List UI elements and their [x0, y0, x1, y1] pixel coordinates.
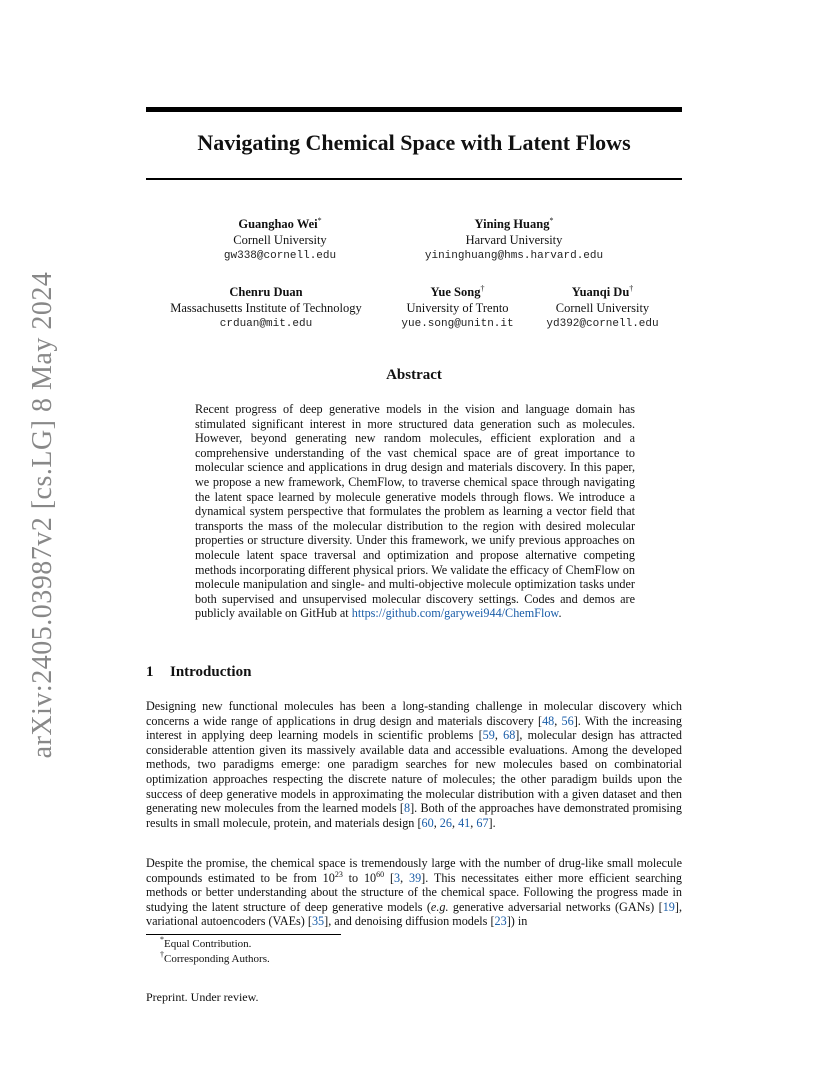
abstract-heading: Abstract	[386, 367, 442, 383]
footnote: †Corresponding Authors.	[160, 950, 270, 965]
author-email[interactable]: yd392@cornell.edu	[546, 318, 659, 330]
author-email[interactable]: yue.song@unitn.it	[401, 318, 514, 330]
citation-link[interactable]: 48	[542, 713, 555, 728]
author-affiliation: Massachusetts Institute of Technology	[170, 301, 362, 315]
citation-link[interactable]: 26	[439, 815, 452, 830]
author-affiliation: Cornell University	[233, 233, 327, 247]
citation-link[interactable]: 68	[503, 728, 516, 743]
citation-link[interactable]: 23	[494, 914, 507, 929]
author-mark: *	[317, 216, 322, 225]
author-name: Yue Song	[430, 285, 481, 299]
citation-link[interactable]: 59	[482, 728, 495, 743]
footnote-rule	[146, 934, 341, 935]
abstract-text: Recent progress of deep generative models in the vision and language domain has stimulated significant interest in more structured data generation such as molecules. However, beyond generating new random molecules, efficient exploration and a comprehensive understanding of the vast chemical space are of great importance to molecular science and applications in drug design and materials discovery. In this paper, we propose a new framework, ChemFlow, to traverse chemical space through navigating the latent space learned by molecule generative models through flows. We introduce a dynamical system perspective that formulates the problem as learning a vector field that transports the mass of the molecular distribution to the region with desired molecular properties or structure diversity. Under this framework, we unify previous approaches on molecule latent space traversal and optimization and propose alternative competing methods incorporating different physical priors. We validate the efficacy of ChemFlow on molecule manipulation and single- and multi-objective molecule optimization tasks under both supervised and unsupervised molecular discovery settings. Codes and demos are publicly available on GitHub at	[195, 402, 635, 621]
citation-link[interactable]: 8	[404, 801, 411, 816]
section-title: Introduction	[170, 664, 252, 680]
citation-link[interactable]: 60	[421, 815, 434, 830]
author-name: Guanghao Wei	[238, 217, 318, 231]
author-block	[535, 284, 670, 332]
github-link[interactable]: https://github.com/garywei944/ChemFlow	[351, 606, 559, 621]
author-block	[385, 284, 530, 332]
citation-link[interactable]: 3	[394, 870, 401, 885]
section-number: 1	[146, 664, 154, 680]
citation-link[interactable]: 67	[476, 815, 489, 830]
arxiv-side-label: arXiv:2405.03987v2 [cs.LG] 8 May 2024	[27, 271, 58, 759]
abstract-body: Recent progress of deep generative models in the vision and language domain has stimulated significant interest in more structured data generation such as molecules. However, beyond generating new random molecules, efficient exploration and a comprehensive understanding of the vast chemical space are of great importance to molecular science and applications in drug design and materials discovery. In this paper, we propose a new framework, ChemFlow, to traverse chemical space through navigating the latent space learned by molecule generative models through flows. We introduce a dynamical system perspective that formulates the problem as learning a vector field that transports the mass of the molecular distribution to the region with desired molecular properties or structure diversity. Under this framework, we unify previous approaches on molecule latent space traversal and optimization and propose alternative competing methods incorporating different physical priors. We validate the efficacy of ChemFlow on molecule manipulation and single- and multi-objective molecule optimization tasks under both supervised and unsupervised molecular discovery settings. Codes and demos are publicly available on GitHub at https://github.com/garywei944/ChemFlow.	[195, 402, 635, 621]
author-email[interactable]: gw338@cornell.edu	[223, 250, 337, 262]
author-name: Yuanqi Du	[571, 285, 630, 299]
intro-paragraph-1: Designing new functional molecules has been a long-standing challenge in molecular discovery which concerns a wide range of applications in drug design and materials discovery [48, 56]. With the increasing interest in applying deep learning models in scientific problems [59, 68], molecular design has attracted considerable attention given its massively available data and accessible evaluations. Among the developed methods, two paradigms emerge: one paradigm searches for new molecules based on combinatorial optimization approaches respecting the discrete nature of molecules; the other paradigm builds upon the success of deep generative models in approximating the molecular distribution with a given dataset and then generating new molecules from the learned models [8]. Both of the approaches have demonstrated promising results in small molecule, protein, and materials design [60, 26, 41, 67].	[146, 699, 682, 830]
author-affiliation: Cornell University	[555, 301, 650, 315]
author-name: Yining Huang	[474, 217, 550, 231]
author-block	[180, 216, 380, 264]
preprint-footer: Preprint. Under review.	[146, 990, 259, 1004]
author-email[interactable]: crduan@mit.edu	[219, 318, 313, 330]
author-name: Chenru Duan	[229, 285, 303, 299]
author-affiliation: University of Trento	[406, 301, 509, 315]
intro-paragraph-2: Despite the promise, the chemical space is tremendously large with the number of drug-like small molecule compounds estimated to be from $10^{23}$ to $10^{60}$ [3, 39]. This necessitates either more efficient searching methods or better understanding about the structure of the chemical space. Following the progress made in studying the latent structure of deep generative models (e.g. generative adversarial networks (GANs) [19], variational autoencoders (VAEs) [35], and denoising diffusion models [23]) in	[146, 856, 682, 929]
citation-link[interactable]: 56	[561, 713, 574, 728]
citation-link[interactable]: 35	[311, 914, 325, 929]
author-block	[156, 284, 376, 332]
citation-link[interactable]: 19	[662, 899, 675, 914]
citation-link[interactable]: 39	[408, 870, 422, 885]
paper-title: Navigating Chemical Space with Latent Flows	[197, 130, 631, 155]
author-email[interactable]: yininghuang@hms.harvard.edu	[424, 250, 604, 262]
author-mark: †	[480, 284, 485, 293]
footnote: *Equal Contribution.	[160, 935, 252, 950]
title-bottom-rule	[146, 178, 682, 180]
author-affiliation: Harvard University	[465, 233, 563, 247]
citation-link[interactable]: 41	[458, 815, 471, 830]
author-mark: †	[629, 284, 634, 293]
section-heading	[146, 664, 251, 681]
author-block	[400, 216, 628, 264]
title-top-rule	[146, 107, 682, 112]
author-mark: *	[549, 216, 554, 225]
